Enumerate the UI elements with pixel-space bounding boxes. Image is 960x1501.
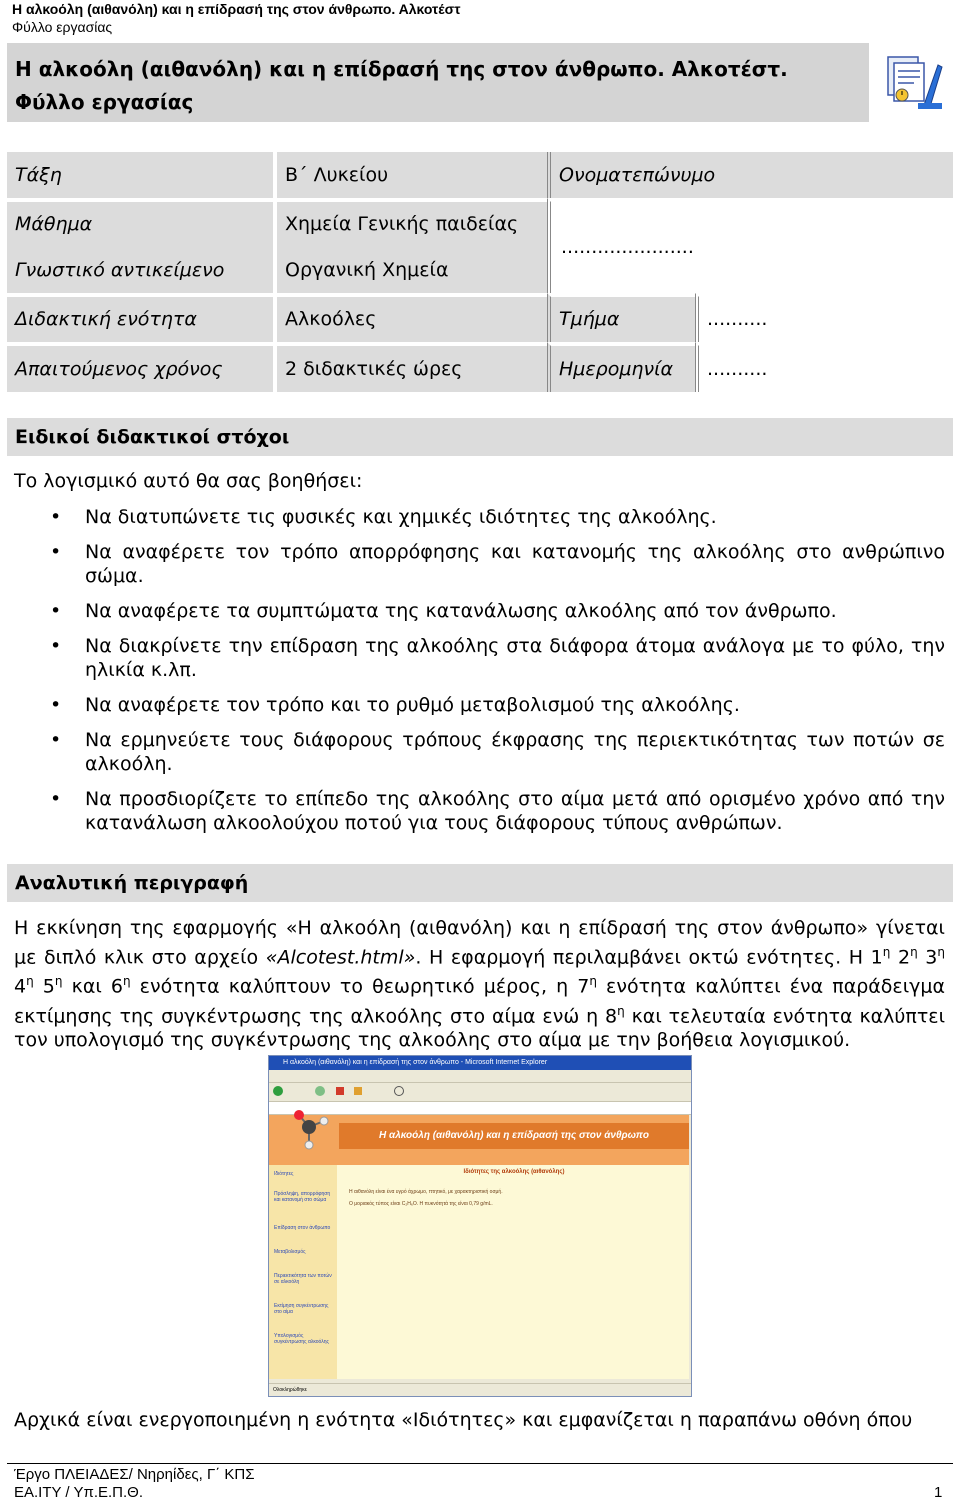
ss-menu-item[interactable]: Επίδραση στον άνθρωπο xyxy=(274,1225,331,1231)
superscript: η xyxy=(122,974,131,989)
section-field[interactable]: .......... xyxy=(695,293,953,343)
ss-menu-item[interactable]: Εκτίμηση συγκέντρωσης στο αίμα xyxy=(274,1303,329,1315)
footer-divider xyxy=(7,1463,953,1464)
superscript: η xyxy=(26,974,34,989)
superscript: η xyxy=(937,945,945,959)
name-label: Ονοματεπώνυμο xyxy=(547,152,953,198)
list-item: • Να αναφέρετε τον τρόπο και το ρυθμό μεταβολισμού της αλκοόλης. xyxy=(0,693,945,717)
text-run: 5 xyxy=(33,975,55,998)
ss-text: Η αιθανόλη είναι ένα υγρό άχρωμο, πτητικό, με χαρακτηριστική οσμή. xyxy=(349,1189,503,1195)
date-label: Ημερομηνία xyxy=(547,342,695,392)
ss-content xyxy=(269,1115,689,1379)
text-run: 2 xyxy=(890,946,911,969)
ss-text: Ο μοριακός τύπος είναι C₂H₆O. Η πυκνότητά της είναι 0,79 g/mL. xyxy=(349,1201,493,1207)
text-run: ενότητα καλύπτει ένα παράδειγμα εκτίμησης της συγκέντρωσης της αλκοόλης στο αίμα ενώ η 8 xyxy=(14,975,945,1027)
list-item: • Να ερμηνεύετε τους διάφορους τρόπους έκφρασης της περιεκτικότητας των ποτών σε αλκοόλη. xyxy=(0,728,945,776)
unit-label: Διδακτική ενότητα xyxy=(7,293,273,343)
running-title: Η αλκοόλη (αιθανόλη) και η επίδρασή της στον άνθρωπο. Αλκοτέστ xyxy=(12,1,461,17)
text-run: Η εκκίνηση της εφαρμογής «Η αλκοόλη (αιθανόλη) και η επίδρασή της στον άνθρωπο» γίνεται με διπλό κλικ στο αρχείο xyxy=(14,917,945,969)
text-run: και 6 xyxy=(62,975,123,998)
superscript: η xyxy=(617,1003,625,1018)
subject-label: Γνωστικό αντικείμενο xyxy=(7,247,273,293)
name-field[interactable]: ...................... xyxy=(547,198,953,293)
ss-banner xyxy=(269,1115,689,1165)
footer-project: Έργο ΠΛΕΙΑΔΕΣ/ Νηρηίδες, Γ΄ ΚΠΣ xyxy=(14,1466,255,1483)
ss-menu-item[interactable]: Πρόσληψη, απορρόφηση και κατανομή στο σώμα xyxy=(274,1191,331,1203)
text-run: και τελευταία ενότητα καλύπτει τον υπολογισμό της συγκέντρωσης της αλκοόλης στο αίμα με την βοήθεια λογισμικού. xyxy=(14,1004,945,1051)
doc-title: Η αλκοόλη (αιθανόλη) και η επίδρασή της στον άνθρωπο. Αλκοτέστ. xyxy=(15,57,788,81)
home-icon xyxy=(354,1087,362,1095)
lesson-label: Μάθημα xyxy=(7,198,273,248)
ss-menu-item[interactable]: Ιδιότητες xyxy=(274,1171,294,1177)
superscript: η xyxy=(54,974,63,989)
ss-menu-item[interactable]: Περιεκτικότητα των ποτών σε αλκοόλη xyxy=(274,1273,332,1285)
molecule-icon xyxy=(279,1095,339,1165)
date-field[interactable]: .......... xyxy=(695,342,953,392)
ss-window-title: Η αλκοόλη (αιθανόλη) και η επίδρασή της στον άνθρωπο - Microsoft Internet Explorer xyxy=(283,1059,548,1066)
goals-list xyxy=(0,505,945,846)
text-run: 3 xyxy=(917,946,938,969)
list-item: • Να διατυπώνετε τις φυσικές και χημικές ιδιότητες της αλκοόλης. xyxy=(0,505,945,529)
ss-menu-item[interactable]: Μεταβολισμός xyxy=(274,1249,306,1255)
title-box xyxy=(7,43,869,122)
goals-intro: Το λογισμικό αυτό θα σας βοηθήσει: xyxy=(14,470,363,492)
doc-subtitle: Φύλλο εργασίας xyxy=(15,90,194,114)
text-run: 4 xyxy=(14,975,27,998)
unit-value: Αλκοόλες xyxy=(273,293,547,343)
goals-heading-bar xyxy=(7,418,953,456)
ss-side-menu xyxy=(269,1165,337,1379)
list-item: • Να αναφέρετε τον τρόπο απορρόφησης και κατανομής της αλκοόλης στο ανθρώπινο σώμα. xyxy=(0,540,945,588)
text-run: ενότητα καλύπτουν το θεωρητικό μέρος, η 7 xyxy=(130,975,590,998)
section-label: Τμήμα xyxy=(547,293,695,343)
superscript: η xyxy=(589,974,597,989)
text-run: . Η εφαρμογή περιλαμβάνει οκτώ ενότητες. Η 1 xyxy=(415,946,883,969)
closing-paragraph: Αρχικά είναι ενεργοποιημένη η ενότητα «Ιδιότητες» και εμφανίζεται η παραπάνω οθόνη όπου xyxy=(14,1409,913,1431)
subject-value: Οργανική Χημεία xyxy=(273,247,547,293)
superscript: η xyxy=(882,945,891,959)
info-table xyxy=(7,152,953,392)
class-value: Β΄ Λυκείου xyxy=(273,152,547,198)
list-item: • Να διακρίνετε την επίδραση της αλκοόλης στα διάφορα άτομα ανάλογα με το φύλο, την ηλικία κ.λπ. xyxy=(0,634,945,682)
lesson-value: Χημεία Γενικής παιδείας xyxy=(273,198,547,248)
description-paragraph xyxy=(14,916,945,1052)
description-heading: Αναλυτική περιγραφή xyxy=(15,872,249,894)
list-item: • Να προσδιορίζετε το επίπεδο της αλκοόλης στο αίμα μετά από ορισμένο χρόνο από την κατανάλωση αλκοολούχου ποτού για τους διάφορους τύπους ανθρώπων. xyxy=(0,787,945,835)
file-name: «Alcotest.html» xyxy=(265,946,416,969)
running-subtitle: Φύλλο εργασίας xyxy=(12,19,113,35)
class-label: Τάξη xyxy=(7,152,273,198)
ss-banner-title: Η αλκοόλη (αιθανόλη) και η επίδρασή της στον άνθρωπο xyxy=(339,1123,689,1149)
superscript: η xyxy=(910,945,918,959)
running-header xyxy=(12,0,460,36)
time-value: 2 διδακτικές ώρες xyxy=(273,342,547,392)
ss-title-bar xyxy=(269,1056,691,1070)
list-item: • Να αναφέρετε τα συμπτώματα της κατανάλωσης αλκοόλης από τον άνθρωπο. xyxy=(0,599,945,623)
app-screenshot xyxy=(268,1055,692,1397)
ss-main xyxy=(339,1165,689,1379)
ss-menu-item[interactable]: Υπολογισμός συγκέντρωσης αλκοόλης xyxy=(274,1333,329,1345)
search-icon xyxy=(394,1086,404,1096)
time-label: Απαιτούμενος χρόνος xyxy=(7,342,273,392)
ss-status-bar: Ολοκληρώθηκε xyxy=(269,1383,692,1396)
description-heading-bar xyxy=(7,864,953,902)
page-number: 1 xyxy=(934,1484,943,1501)
ss-menu-bar xyxy=(269,1070,691,1083)
goals-heading: Ειδικοί διδακτικοί στόχοι xyxy=(15,426,290,448)
footer-org: ΕΑ.ΙΤΥ / Υπ.Ε.Π.Θ. xyxy=(14,1484,144,1501)
ss-page-heading: Ιδιότητες της αλκοόλης (αιθανόλης) xyxy=(463,1169,565,1175)
worksheet-icon xyxy=(884,53,946,113)
